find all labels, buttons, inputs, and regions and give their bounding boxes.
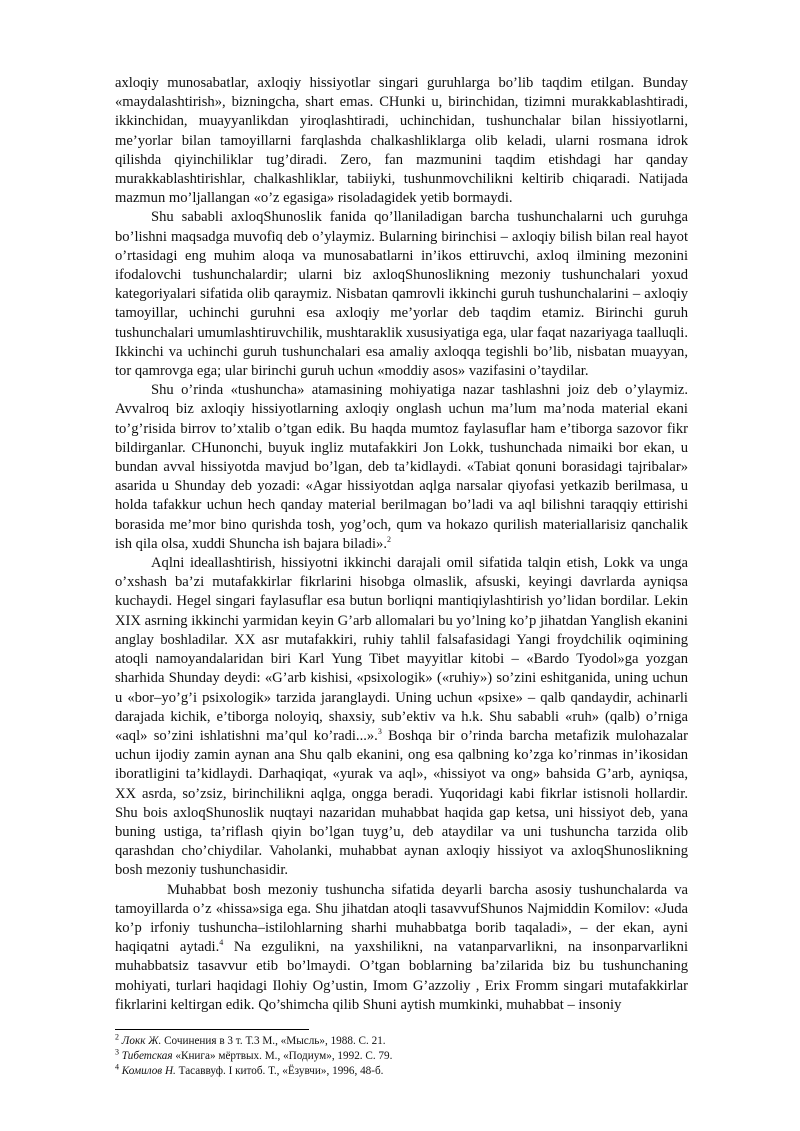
- footnote-author: Локк Ж.: [121, 1034, 162, 1047]
- paragraph-4: [115, 554, 688, 880]
- footnote-4: [115, 1064, 688, 1079]
- paragraph-4-text-a: Aqlni ideallashtirish, hissiyotni ikkinchi darajali omil sifatida talqin etish, Lokk va unga o’xshash ba’zi mutafakkirlar fikrlarini hisobga olmaslik, afsuski, keyingi davrlarda ayniqsa kuchaydi. Hegel singari faylasuflar esa butun borliqni mantiqiylashtirish yo’lidan bordilar. Lekin XIX asrning ikkinchi yarmidan keyin G’arb allomalari bu yo’lning ko’p jihatdan Yanglish ekanini anglay boshladilar. XX asr mutafakkiri, ruhiy tahlil falsafasidagi Yangi froydchilik oqimining atoqli namoyandalaridan biri Karl Yung Tibet mayyitlar kitobi – «Bardo Tyodol»ga yozgan sharhida Shunday deydi: «G’arb kishisi, «psixologik» («ruhiy») so’zini eshitganida, uning uchun u «bor–yo’g’i psixologik» tarzida jaranglaydi. Uning uchun «psixe» – qalb qandaydir, achinarli darajada kichik, e’tiborga noloyiq, shaxsiy, sub’ektiv va h.k. Shu sababli «ruh» (qalb) o’rniga «aql» so’zini ishlatishni ma’qul ko’radi...».: [115, 555, 688, 744]
- footnote-3: [115, 1049, 688, 1064]
- footnote-text: «Книга» мёртвых. М., «Подиум», 1992. С. 79.: [172, 1049, 393, 1062]
- footnote-author: Тибетская: [121, 1049, 173, 1062]
- footnote-author: Комилов Н.: [121, 1064, 176, 1077]
- paragraph-3-text: Shu o’rinda «tushuncha» atamasining mohiyatiga nazar tashlashni joiz deb o’ylaymiz. Avvalroq biz axloqiy hissiyotlarning axloqiy onglash uchun ma’lum ma’noda material ekani to’g’risida birrov to’xtalib o’tgan edik. Bu haqda mumtoz faylasuflar ham e’tiborga sazovor fikr bildirganlar. CHunonchi, buyuk ingliz mutafakkiri Jon Lokk, tushunchada nimaiki bor ekan, u bundan avval hissiyotda mavjud bo’lgan, deb ta’kidlaydi. «Tabiat qonuni borasidagi tajribalar» asarida u Shunday deb yozadi: «Agar hissiyotdan aqlga narsalar qiyofasi yetkazib berilmasa, u holda tafakkur uchun hech qanday material berilmagan bo’ladi va aql bilishni taraqqiy ettirishi borasida me’mor bino qurishda tosh, yog’och, qum va hokazo qurilish materiallarisiz qanchalik ish qila olsa, xuddi Shuncha ish bajara biladi».: [115, 382, 688, 552]
- paragraph-1: axloqiy munosabatlar, axloqiy hissiyotlar singari guruhlarga bo’lib taqdim etilgan. Bunday «maydalashtirish», bizningcha, shart emas. CHunki u, birinchidan, tizimni murakkablashtiradi, ikkinchidan, muayyanlikdan yiroqlashtiradi, uchinchidan, tushunchalar bilan hissiyotlarni, me’yorlar bilan tamoyillarni farqlashda chalkashliklarga olib keladi, ularni rosmana idrok qilishda qiyinchiliklar tug’diradi. Zero, fan mazmunini taqdim etishdagi har qanday murakkablashtirishlar, chalkashliklar, tabiiyki, tushunmovchilikni keltirib chiqaradi. Natijada mazmun mo’ljallangan «o’z egasiga» risoladagidek yetib bormaydi.: [115, 75, 688, 207]
- footnote-num: 3: [115, 1047, 119, 1057]
- paragraph-3: [115, 381, 688, 554]
- footnote-text: Сочинения в 3 т. Т.3 М., «Мысль», 1988. С. 21.: [161, 1034, 386, 1047]
- footnote-ref-3: 3: [377, 727, 382, 737]
- paragraph-5-text-a: Muhabbat bosh mezoniy tushuncha sifatida deyarli barcha asosiy tushunchalarda va tamoyillarda o’z «hissa»siga ega. Shu jihatdan atoqli tasavvufShunos Najmiddin Komilov: «Juda ko’p irfoniy tushuncha–istilohlarning sharhi muhabbatga borib taqaladi», – der ekan, ayni haqiqatni aytadi.: [115, 881, 688, 956]
- paragraph-5: [115, 881, 688, 1015]
- footnote-text: Тасаввуф. I китоб. Т., «Ёзувчи», 1996, 48-б.: [175, 1064, 384, 1077]
- footnote-ref-4: 4: [219, 938, 224, 948]
- footnote-num: 2: [115, 1032, 119, 1042]
- paragraph-4-text-b: Boshqa bir o’rinda barcha metafizik mulohazalar uchun ijodiy zamin aynan ana Shu qalb ekanini, ong esa qalbning ko’zga ko’rinmas in’ikosidan iboratligini ta’kidlaydi. Darhaqiqat, «yurak va aql», «hissiyot va ong» bahsida G’arb, ayniqsa, XX asrda, so’zsiz, birinchilikni aqlga, ongga beradi. Yuqoridagi kabi fikrlar istisnoli hollardir. Shu bois axloqShunoslik nuqtayi nazaridan muhabbat haqida gap ketsa, uni hissiyot deb, yana buning ustiga, ta’riflash qiyin bo’lgan tuyg’u, deb ataydilar va uni tushuncha tarzida olib qarashdan cho’chiydilar. Vaholanki, muhabbat aynan axloqiy hissiyot va axloqShunoslikning bosh mezoniy tushunchasidir.: [115, 727, 688, 879]
- paragraph-5-text-b: Na ezgulikni, na yaxshilikni, na vatanparvarlikni, na insonparvarlikni muhabbatsiz tasavvur etib bo’lmaydi. O’tgan boblarning ba’zilarida biz bu tushunchaning mohiyati, turlari haqidagi Ilohiy Og’ustin, Imom G’azzoliy , Erix Fromm singari mutafakkirlar fikrlarini keltirgan edik. Qo’shimcha qilib Shuni aytish mumkinki, muhabbat – insoniy: [115, 939, 689, 1013]
- footnote-num: 4: [115, 1062, 119, 1072]
- footnote-divider: [115, 1029, 309, 1030]
- footnote-ref-2: 2: [386, 535, 391, 545]
- footnote-2: [115, 1034, 688, 1049]
- document-page: [115, 74, 688, 1079]
- paragraph-2: Shu sababli axloqShunoslik fanida qo’llaniladigan barcha tushunchalarni uch guruhga bo’lishni maqsadga muvofiq deb o’ylaymiz. Bularning birinchisi – axloqiy bilish bilan real hayot o’rtasidagi eng muhim aloqa va munosabatlarni in’ikos ettiruvchi, axloq ilmining mezonini ifodalovchi tushunchalardir; ularni biz axloqShunoslikning mezoniy tushunchalari yoxud kategoriyalari sifatida olib qaraymiz. Nisbatan qamrovli ikkinchi guruh tushunchalarini – axloqiy tamoyillar, uchinchi guruhni esa axloqiy me’yorlar deb taqdim etamiz. Birinchi guruh tushunchalari umumlashtiruvchilik, mushtaraklik xususiyatiga ega, ular faqat nazariyaga taalluqli. Ikkinchi va uchinchi guruh tushunchalari esa amaliy axloqqa tegishli bo’lib, nisbatan muayyan, tor qamrovga ega; ular birinchi guruh uchun «moddiy asos» vazifasini o’taydilar.: [115, 209, 688, 380]
